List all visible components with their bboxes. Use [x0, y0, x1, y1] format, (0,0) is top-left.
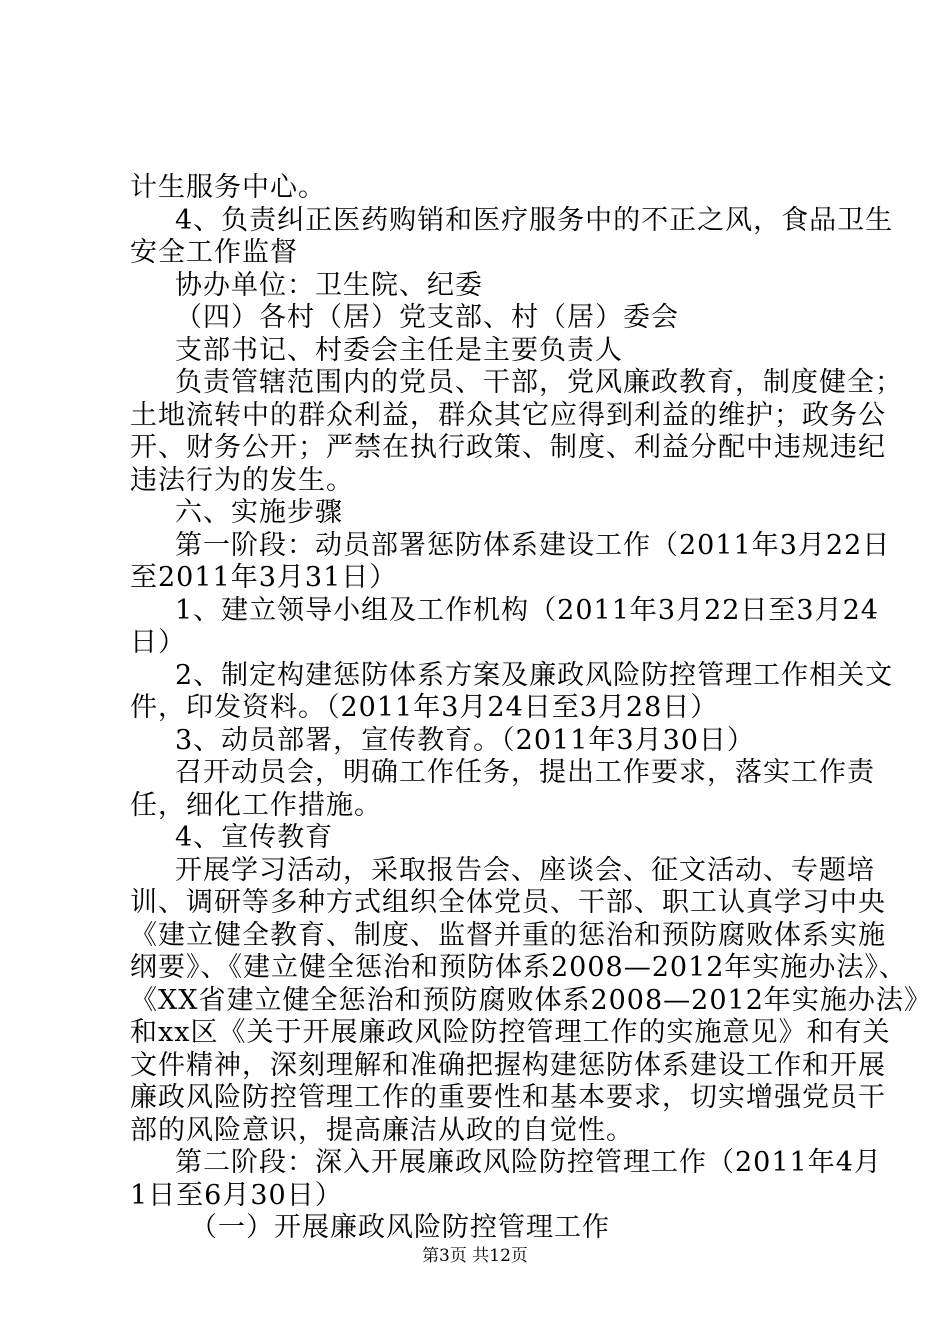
text-line: 开、财务公开；严禁在执行政策、制度、利益分配中违规违纪: [130, 432, 886, 463]
text-line: 第一阶段：动员部署惩防体系建设工作（2011年3月22日: [175, 529, 891, 561]
text-line: 开展学习活动，采取报告会、座谈会、征文活动、专题培: [175, 854, 875, 886]
text-line: 负责管辖范围内的党员、干部，党风廉政教育，制度健全；: [175, 367, 903, 398]
text-line: 和xx区《关于开展廉政风险防控管理工作的实施意见》和有关: [130, 1017, 891, 1048]
text-line: 土地流转中的群众利益，群众其它应得到利益的维护；政务公: [130, 399, 886, 431]
section-heading: 六、实施步骤: [175, 497, 343, 528]
text-line: 2、制定构建惩防体系方案及廉政风险防控管理工作相关文: [175, 659, 894, 691]
text-line: 部的风险意识，提高廉洁从政的自觉性。: [130, 1114, 634, 1146]
text-line: 《建立健全教育、制度、监督并重的惩治和预防腐败体系实施: [130, 919, 886, 951]
text-line: 协办单位：卫生院、纪委: [175, 269, 483, 301]
text-line: 召开动员会，明确工作任务，提出工作要求，落实工作责: [175, 757, 875, 788]
text-line: 日）: [130, 627, 186, 658]
text-line: 《XX省建立健全惩治和预防腐败体系2008—2012年实施办法》: [130, 984, 932, 1016]
text-line: 文件精神，深刻理解和准确把握构建惩防体系建设工作和开展: [130, 1049, 886, 1081]
text-line: 安全工作监督: [130, 237, 298, 268]
text-line: （四）各村（居）党支部、村（居）委会: [175, 302, 679, 333]
text-line: 件，印发资料。（2011年3月24日至3月28日）: [130, 692, 719, 723]
text-line: 1日至6月30日）: [130, 1179, 343, 1211]
text-line: 纲要》、《建立健全惩治和预防体系2008—2012年实施办法》、: [130, 952, 907, 983]
text-line: 1、建立领导小组及工作机构（2011年3月22日至3月24: [175, 594, 879, 626]
text-line: 至2011年3月31日）: [130, 562, 398, 593]
text-line: 任，细化工作措施。: [130, 789, 382, 821]
subsection-heading: （一）开展廉政风险防控管理工作: [190, 1212, 610, 1243]
page-number-footer: 第3页 共12页: [422, 1246, 528, 1266]
text-line: 4、负责纠正医药购销和医疗服务中的不正之风，食品卫生: [175, 204, 894, 236]
text-line: 支部书记、村委会主任是主要负责人: [175, 334, 623, 366]
text-line: 3、动员部署，宣传教育。（2011年3月30日）: [175, 724, 755, 756]
text-line: 训、调研等多种方式组织全体党员、干部、职工认真学习中央: [130, 887, 886, 918]
text-line: 4、宣传教育: [175, 822, 334, 853]
text-line: 廉政风险防控管理工作的重要性和基本要求，切实增强党员干: [130, 1082, 886, 1113]
text-line: 违法行为的发生。: [130, 464, 354, 496]
text-line: 第二阶段：深入开展廉政风险防控管理工作（2011年4月: [175, 1147, 882, 1178]
text-line: 计生服务中心。: [130, 172, 326, 203]
